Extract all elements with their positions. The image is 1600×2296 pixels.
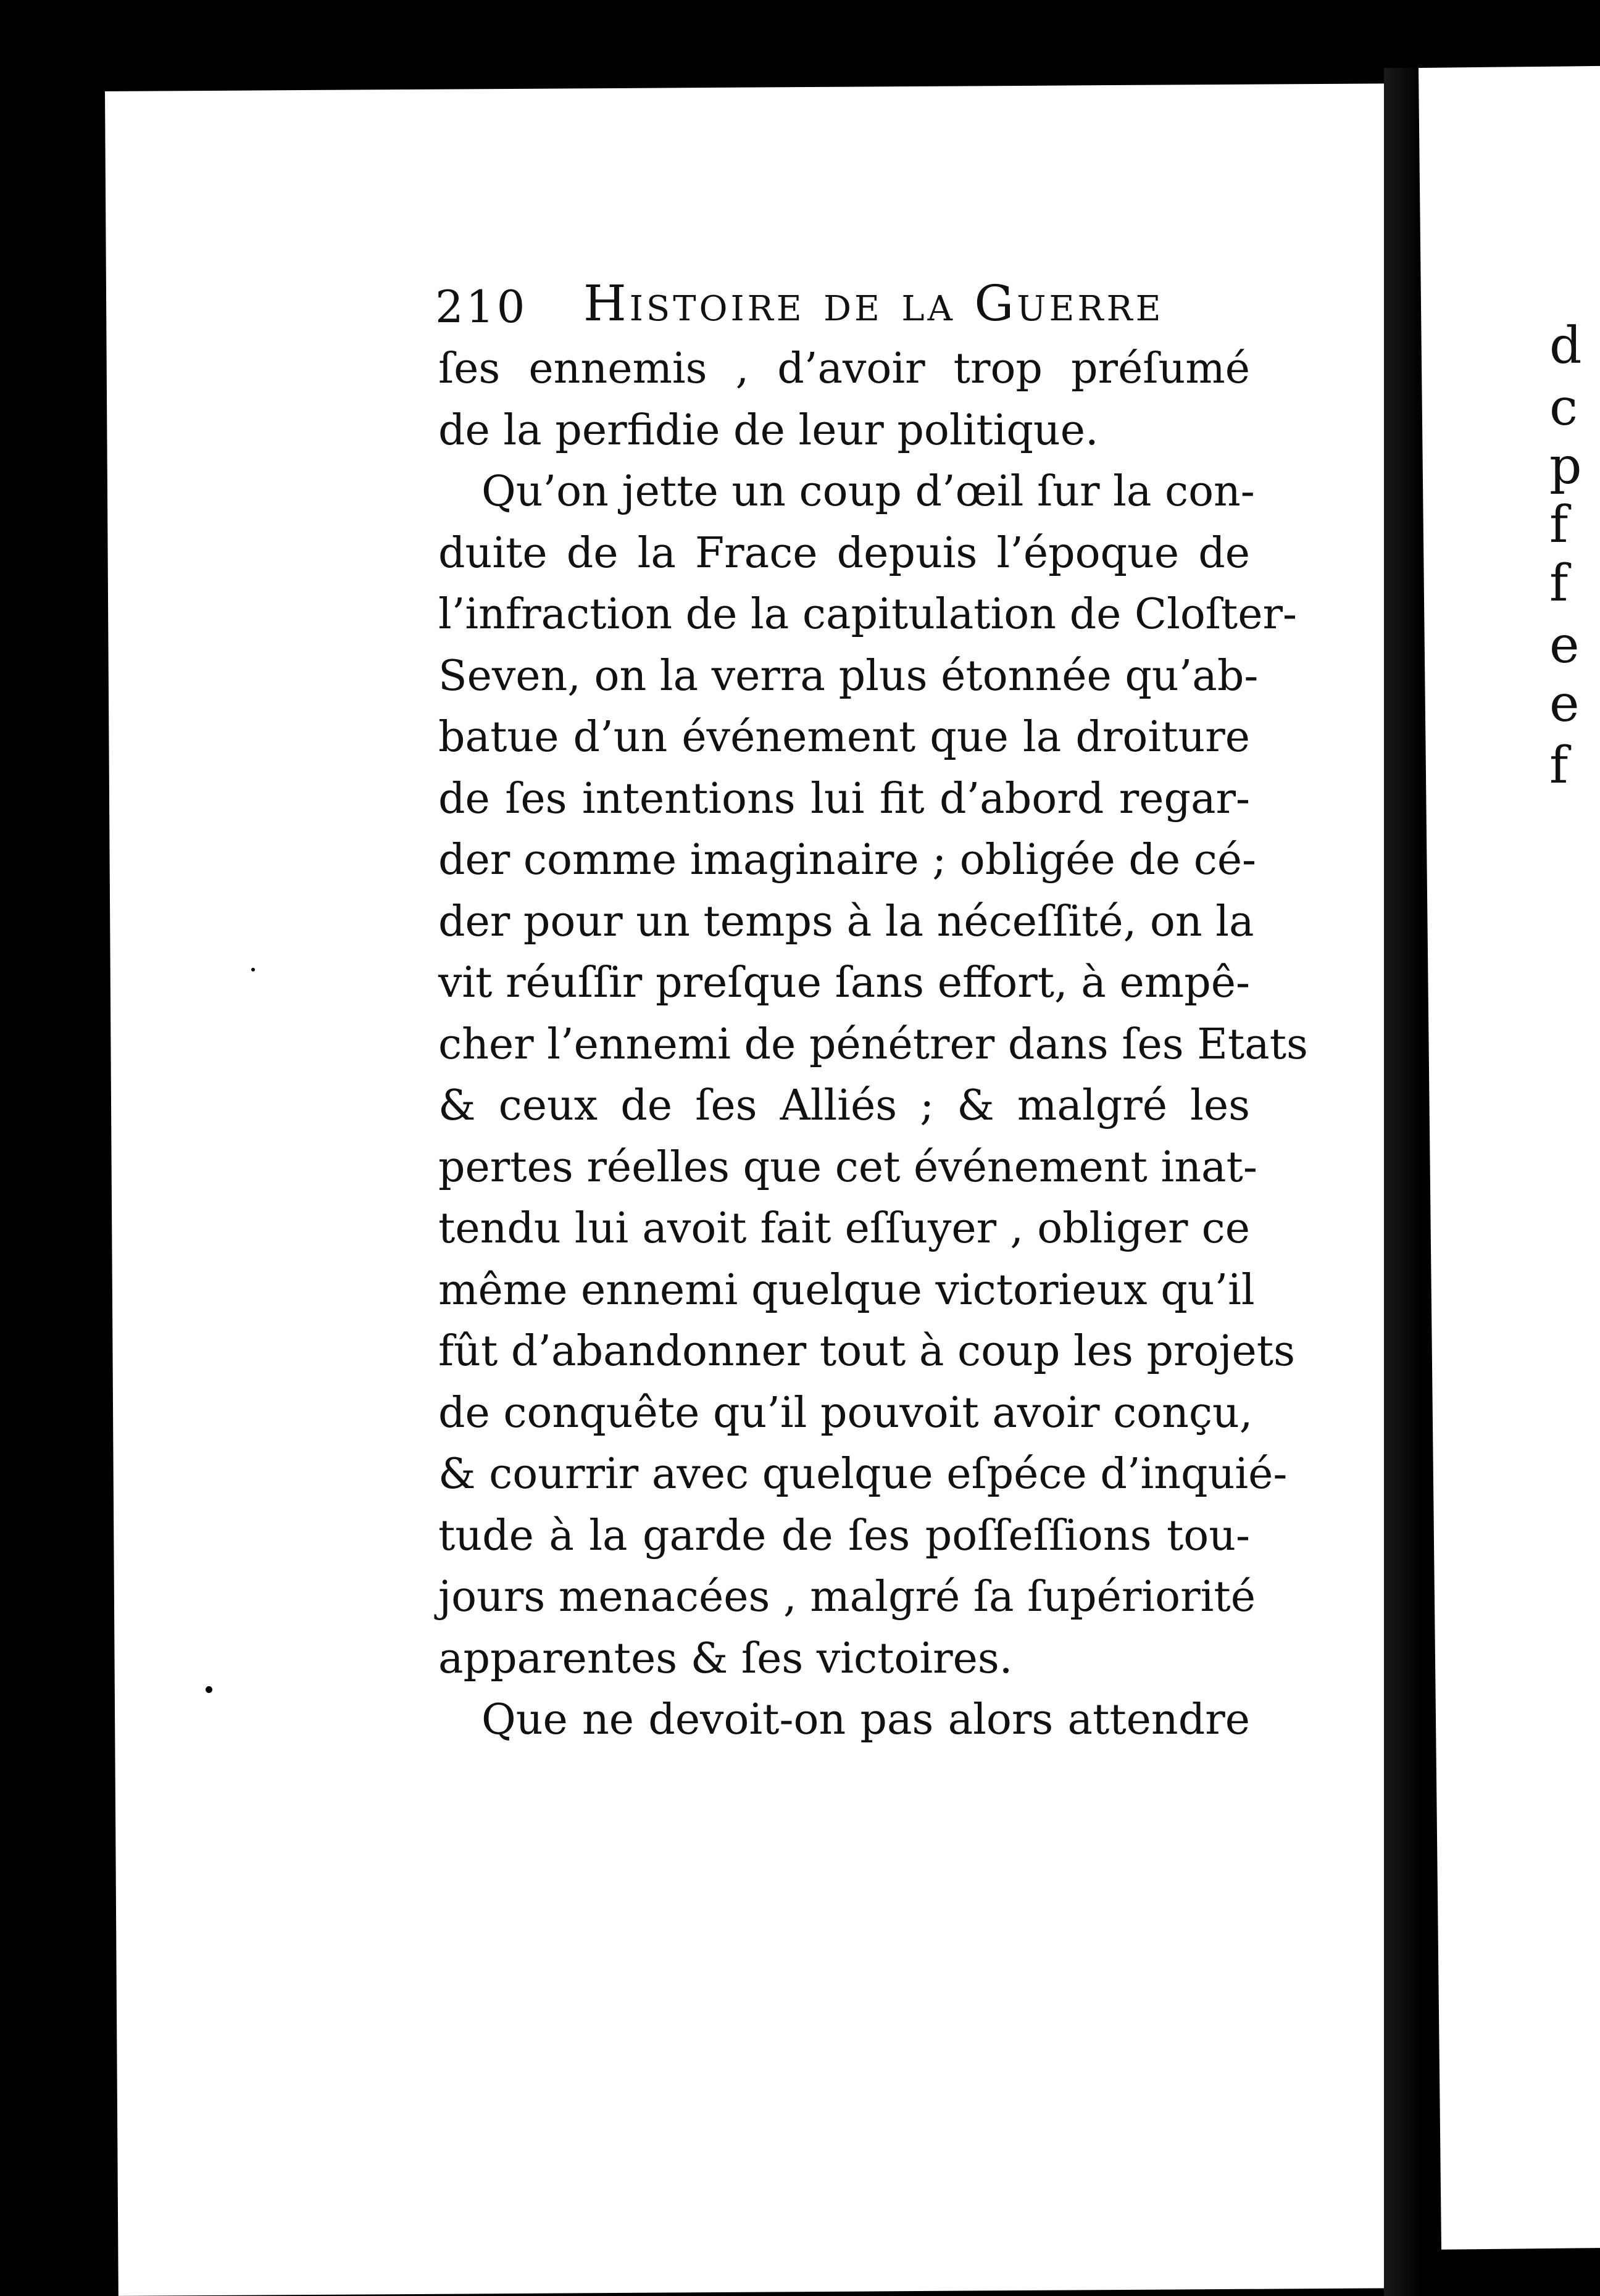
text-line: der comme imaginaire ; obligée de cé- [438, 836, 1257, 884]
text-line: cher l’ennemi de pénétrer dans ſes Etats [438, 1020, 1308, 1069]
right-page-letter-fragment: d [1549, 317, 1582, 375]
text-line: ſes ennemis , d’avoir trop préſumé [438, 344, 1250, 393]
text-line: Qu’on jette un coup d’œil ſur la con- [481, 467, 1255, 516]
right-page-letter-fragment: p [1549, 437, 1582, 496]
text-line: apparentes & ſes victoires. [438, 1634, 1013, 1683]
gutter-shadow [1384, 68, 1421, 2296]
right-page-letter-fragment: f [1549, 736, 1569, 795]
text-line: vit réuſſir preſque ſans effort, à empê- [438, 959, 1250, 1007]
text-line: pertes réelles que cet événement inat- [438, 1142, 1257, 1192]
text-line: batue d’un événement que la droiture [438, 713, 1250, 762]
text-line: même ennemi quelque victorieux qu’il [438, 1265, 1255, 1315]
page-number: 210 [435, 281, 528, 333]
text-line: der pour un temps à la néceſſité, on la [438, 897, 1254, 946]
running-title: Histoire de la Guerre [583, 275, 1164, 332]
text-line: tendu lui avoit fait eſſuyer , obliger ce [438, 1204, 1250, 1253]
text-line: jours menacées , malgré ſa ſupériorité [438, 1573, 1256, 1621]
text-line: de la perfidie de leur politique. [438, 406, 1099, 455]
ink-speck [206, 1686, 212, 1693]
text-line: & courrir avec quelque eſpéce d’inquié- [438, 1450, 1288, 1499]
text-line: fût d’abandonner tout à coup les projets [438, 1327, 1296, 1376]
text-line: l’infraction de la capitulation de Cloſter- [438, 590, 1297, 639]
right-page-letter-fragment: f [1549, 554, 1569, 613]
text-line: duite de la Frace depuis l’époque de [438, 528, 1250, 578]
right-page-letter-fragment: f [1549, 496, 1569, 554]
ink-speck [1222, 12, 1231, 16]
text-line: de conquête qu’il pouvoit avoir conçu, [438, 1388, 1253, 1437]
right-page-letter-fragment: e [1549, 675, 1580, 733]
right-page-letter-fragment: c [1549, 378, 1578, 437]
text-line: & ceux de ſes Alliés ; & malgré les [438, 1081, 1250, 1130]
text-line: de ſes intentions lui fit d’abord regar- [438, 774, 1250, 823]
body-text [438, 338, 1308, 1751]
running-head [435, 275, 1250, 343]
ink-speck [251, 968, 255, 971]
text-line: Que ne devoit-on pas alors attendre [481, 1695, 1250, 1744]
right-page-letter-fragment: e [1549, 616, 1580, 675]
text-line: tude à la garde de ſes poſſeſſions tou- [438, 1511, 1250, 1560]
text-line: Seven, on la verra plus étonnée qu’ab- [438, 651, 1259, 701]
